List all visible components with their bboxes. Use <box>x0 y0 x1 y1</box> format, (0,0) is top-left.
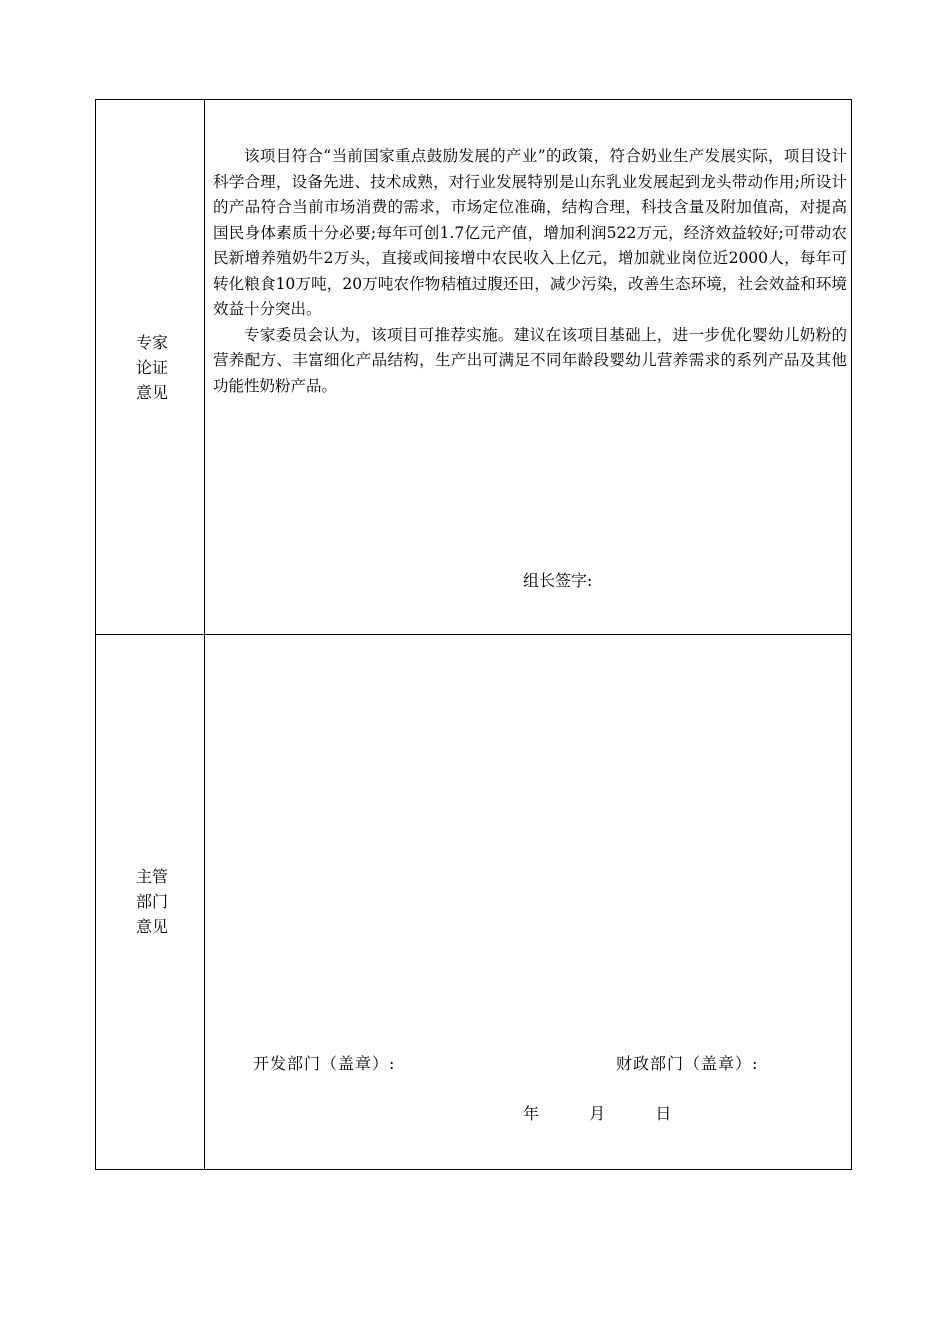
expert-opinion-label-cell <box>96 100 205 634</box>
department-opinion-label: 主管部门意见 <box>135 867 168 936</box>
date-line <box>523 1101 671 1124</box>
expert-opinion-text <box>213 144 847 399</box>
date-day-label: 日 <box>655 1104 672 1123</box>
leader-signature-label: 组长签字: <box>523 571 593 590</box>
opinion-paragraph-1: 该项目符合“当前国家重点鼓励发展的产业”的政策，符合奶业生产发展实际，项目设计科学合理，设备先进、技术成熟，对行业发展特别是山东乳业发展起到龙头带动作用;所设计的产品符合当前市场消费的需求，市场定位准确，结构合理，科技含量及附加值高，对提高国民身体素质十分必要;每年可创1.7亿元产值，增加利润522万元，经济效益较好;可带动农民新增养殖奶牛2万头，直接或间接增中农民收入上亿元，增加就业岗位近2000人，每年可转化粮食10万吨，20万吨农作物秸植过腹还田，减少污染，改善生态环境，社会效益和环境效益十分突出。 <box>213 147 847 318</box>
department-opinion-row <box>96 635 851 1169</box>
opinion-paragraph-2: 专家委员会认为，该项目可推荐实施。建议在该项目基础上，进一步优化婴幼儿奶粉的营养配方、丰富细化产品结构，生产出可满足不同年龄段婴幼儿营养需求的系列产品及其他功能性奶粉产品。 <box>213 325 847 395</box>
expert-opinion-content-cell <box>205 100 851 634</box>
expert-opinion-label: 专家论证意见 <box>135 333 168 402</box>
date-year-label: 年 <box>523 1104 540 1123</box>
expert-opinion-row <box>96 100 851 635</box>
finance-dept-stamp-label: 财政部门（盖章）: <box>616 1054 759 1073</box>
department-opinion-label-cell <box>96 635 205 1169</box>
opinion-form-table <box>95 99 852 1170</box>
dev-dept-stamp-label: 开发部门（盖章）: <box>253 1054 396 1073</box>
date-month-label: 月 <box>589 1104 606 1123</box>
department-opinion-content-cell <box>205 635 851 1169</box>
